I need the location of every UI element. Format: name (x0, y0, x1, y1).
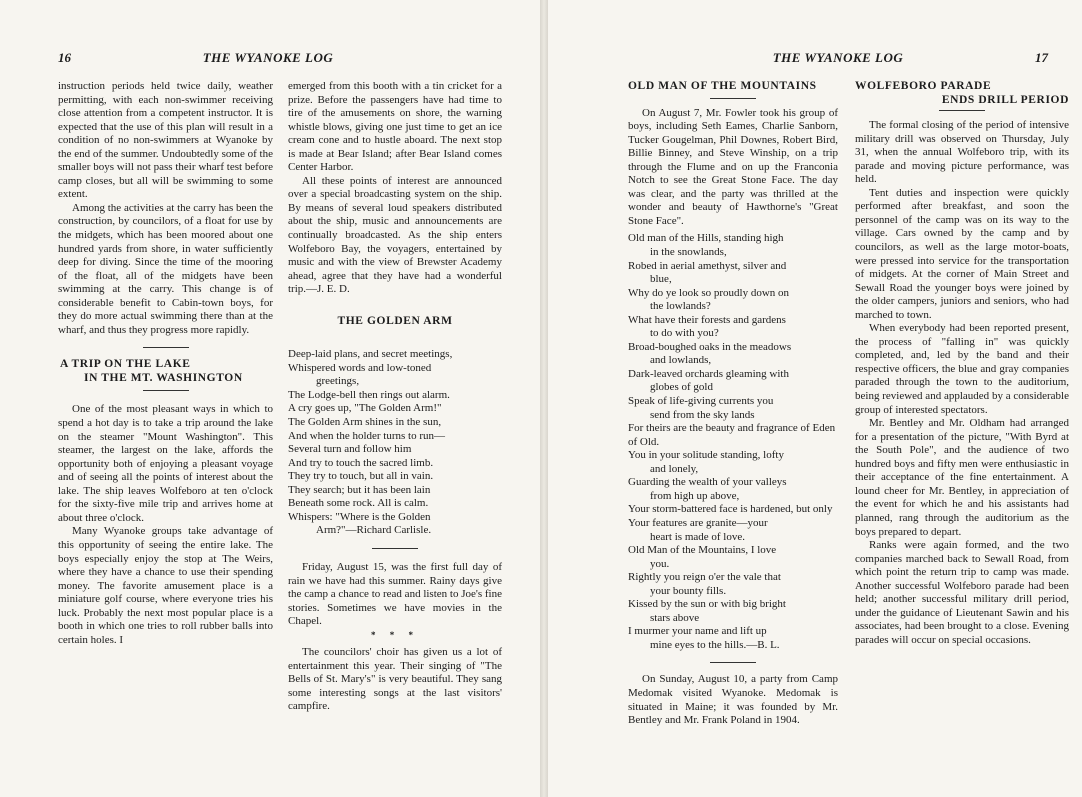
divider (143, 347, 189, 348)
article-title: OLD MAN OF THE MOUNTAINS (628, 80, 817, 92)
poem-line: The Golden Arm shines in the sun, (288, 416, 442, 429)
paragraph: On August 7, Mr. Fowler took his group of boys, including Seth Eames, Charlie Sanborn, Tucker Gougelman, Phil Downes, Robert Bird, Billie Binney, and Steve Winship, on a trip through the Flume and on up the Franconia Notch to see the Great Stone Face. The day was clear, and the party was thrilled at the wonder and beauty of Hawthorne's "Great Stone Face". (628, 106, 838, 227)
paragraph: instruction periods held twice daily, weather permitting, with each non-swimmer receiving close attention from a competent instructor. It is expected that the use of this plan will result in a condition of no non-swimmers at Wyanoke by the end of the summer. Undoubtedly some of the smaller boys will not pass their wharf test before camp closes, but all will be swimming to some extent. (58, 80, 273, 201)
poem-line: send from the sky lands (650, 408, 755, 421)
paragraph: Tent duties and inspection were quickly performed after breakfast, and soon the personnel of the camp was on its way to the village. Cars owned by the camp and by councilors, as well as the large motor-boats, were pressed into service for the transportation of midgets. At the corner of Main Street and Sewall Road the younger boys were joined by the older campers, juniors and seniors, who had marched to town. (855, 186, 1069, 321)
poem-line: in the snowlands, (650, 246, 727, 259)
poem-line: Kissed by the sun or with big bright (628, 598, 786, 611)
paragraph: When everybody had been reported present, the process of "falling in" was quickly completed, and, led by the band and their respective officers, the blue and gray companies paraded through the town to the auditorium, being reviewed and applauded by a considerable group of interested spectators. (855, 322, 1069, 416)
poem-line: to do with you? (650, 327, 719, 340)
divider (372, 548, 418, 549)
running-header: THE WYANOKE LOG (772, 50, 904, 65)
article-title: IN THE MT. WASHINGTON (84, 371, 243, 384)
poem-line: your bounty fills. (650, 584, 727, 597)
running-header: THE WYANOKE LOG (202, 50, 334, 65)
paragraph: Among the activities at the carry has been the construction, by councilors, of a float for use by the midgets, which has been moored about one hundred yards from shore, in water sufficiently deep for diving. Since the time of the mooring of the float, all of the midgets have been swimming at the carry. This change is of considerable benefit to Cabin-town boys, for they do more actual swimming there than at the wharf, and thus they progress more rapidly. (58, 201, 273, 336)
paragraph: One of the most pleasant ways in which to spend a hot day is to take a trip around the lake on the steamer "Mount Washington". This steamer, the largest on the lake, affords the opportunity both of enjoying a pleasant voyage and of seeing all the points of interest about the lake. The ship leaves Wolfeboro at ten o'clock for the sixty-five mile trip and arrives home at about three o'clock. (58, 403, 273, 524)
poem (288, 348, 502, 538)
poem-line: Whispered words and low-toned (288, 361, 432, 374)
paragraph: Friday, August 15, was the first full day of rain we have had this summer. Rainy days give the camp a chance to read and listen to Joe's fine stories. Sometimes we have movies in the Chapel. (288, 560, 502, 628)
poem-line: Dark-leaved orchards gleaming with (628, 367, 789, 380)
paragraph: Many Wyanoke groups take advantage of this opportunity of seeing the entire lake. The boys especially enjoy the stop at The Weirs, where they have a chance to use their spending money. The favorite amusement place is a miniature golf course, where everyone tries his luck. Probably the next most popular place is a booth in which one tries to roll rubber balls into certain holes. I (58, 525, 273, 646)
divider (710, 662, 756, 663)
paragraph: emerged from this booth with a tin cricket for a prize. Before the passengers have had time to tire of the amusements on shore, the warning whistle blows, giving one just time to get an ice cream cone and to hustle aboard. The next stop is made at Bear Island; after Bear Island comes Center Harbor. (288, 80, 502, 174)
poem-line: What have their forests and gardens (628, 313, 786, 326)
poem-line: They search; but it has been lain (288, 483, 431, 496)
poem-line: the lowlands? (650, 300, 711, 313)
poem-line: The Lodge-bell then rings out alarm. (288, 388, 450, 401)
poem-line: Why do ye look so proudly down on (628, 286, 790, 299)
right-column-2 (855, 80, 1069, 647)
poem-line: mine eyes to the hills.—B. L. (650, 638, 780, 651)
poem-line: blue, (650, 273, 672, 286)
article-title: ENDS DRILL PERIOD (941, 93, 1069, 106)
poem-line: A cry goes up, "The Golden Arm!" (288, 402, 442, 415)
poem-line: globes of gold (650, 381, 713, 394)
poem (628, 232, 838, 652)
divider (143, 390, 189, 391)
article-title: A TRIP ON THE LAKE (60, 358, 191, 371)
poem-line: and lowlands, (650, 354, 712, 367)
poem-line: stars above (650, 611, 700, 624)
poem-line: For theirs are the beauty and fragrance of Eden of Old. (628, 422, 836, 448)
poem-line: Beneath some rock. All is calm. (288, 497, 429, 510)
poem-line: Whispers: "Where is the Golden (288, 510, 431, 523)
poem-line: I murmer your name and lift up (628, 625, 767, 638)
left-column-1 (58, 80, 273, 647)
poem-line: Arm?"—Richard Carlisle. (316, 524, 432, 537)
right-page (548, 0, 1082, 797)
poem-line: from high up above, (650, 489, 740, 502)
poem-line: Rightly you reign o'er the vale that (628, 571, 781, 584)
poem-line: And try to touch the sacred limb. (288, 456, 434, 469)
divider (710, 98, 756, 99)
poem-line: Speak of life-giving currents you (628, 395, 774, 408)
section-separator: * * * (371, 629, 419, 640)
article-title: THE GOLDEN ARM (337, 314, 453, 327)
poem-line: Old Man of the Mountains, I love (628, 544, 777, 557)
book-gutter (540, 0, 548, 797)
paragraph: The councilors' choir has given us a lot of entertainment this year. Their singing of "The Bells of St. Mary's" is very beautiful. They sang some interesting songs at the last visitors' campfire. (288, 646, 502, 713)
poem-line: greetings, (316, 375, 360, 388)
poem-line: Several turn and follow him (288, 443, 412, 456)
left-page (0, 0, 540, 797)
page-number: 16 (58, 50, 71, 65)
poem-line: Robed in aerial amethyst, silver and (628, 259, 787, 272)
page-number: 17 (1035, 50, 1048, 65)
paragraph: Mr. Bentley and Mr. Oldham had arranged for a presentation of the picture, "With Byrd at the South Pole", and the audience of two hundred boys and fifty men were enthusiastic in their acceptance of the fine entertainment. A lound cheer for Mr. Bentley, in appreciation of the event for which he and his assistants had planned, rang through the auditorium as the boys prepared to depart. (855, 417, 1069, 538)
left-column-2 (288, 80, 502, 714)
paragraph: The formal closing of the period of intensive military drill was observed on Thursday, July 31, when the annual Wolfeboro trip, with its parade and moving picture performance, was held. (855, 119, 1069, 186)
paragraph: All these points of interest are announced over a special broadcasting system on the ship. By means of several loud speakers distributed about the ship, music and announcements are continually broadcasted. As the ship enters Wolfeboro Bay, the voyagers, entertained by music and with the view of Brewster Academy ahead, agree that they have had a wonderful trip.—J. E. D. (288, 174, 502, 296)
poem-line: Broad-boughed oaks in the meadows (628, 340, 792, 353)
poem-line: and lonely, (650, 462, 699, 475)
poem-line: Your storm-battered face is hardened, but only (628, 503, 833, 516)
paragraph: On Sunday, August 10, a party from Camp Medomak visited Wyanoke. Medomak is situated in Maine; it was founded by Mr. Bentley and Mr. Frank Poland in 1904. (628, 673, 838, 727)
poem-line: They try to touch, but all in vain. (288, 470, 434, 483)
poem-line: heart is made of love. (650, 530, 745, 543)
poem-line: Guarding the wealth of your valleys (628, 476, 787, 489)
poem-line: And when the holder turns to run— (288, 429, 446, 442)
poem-line: Deep-laid plans, and secret meetings, (288, 348, 453, 361)
article-title: WOLFEBORO PARADE (855, 80, 992, 92)
divider (939, 110, 985, 111)
poem-line: Old man of the Hills, standing high (628, 232, 784, 245)
poem-line: Your features are granite—your (628, 516, 768, 529)
poem-line: You in your solitude standing, lofty (628, 449, 784, 462)
poem-line: you. (650, 557, 670, 570)
paragraph: Ranks were again formed, and the two companies marched back to Sewall Road, from which point the return trip to camp was made. Another successful Wolfeboro parade had been held; another successful military drill period, under the guidance of Lieutenant Sawin and his associates, had been brought to a close. Evening parades will occur on special occasions. (855, 539, 1069, 646)
right-column-1 (628, 80, 838, 728)
